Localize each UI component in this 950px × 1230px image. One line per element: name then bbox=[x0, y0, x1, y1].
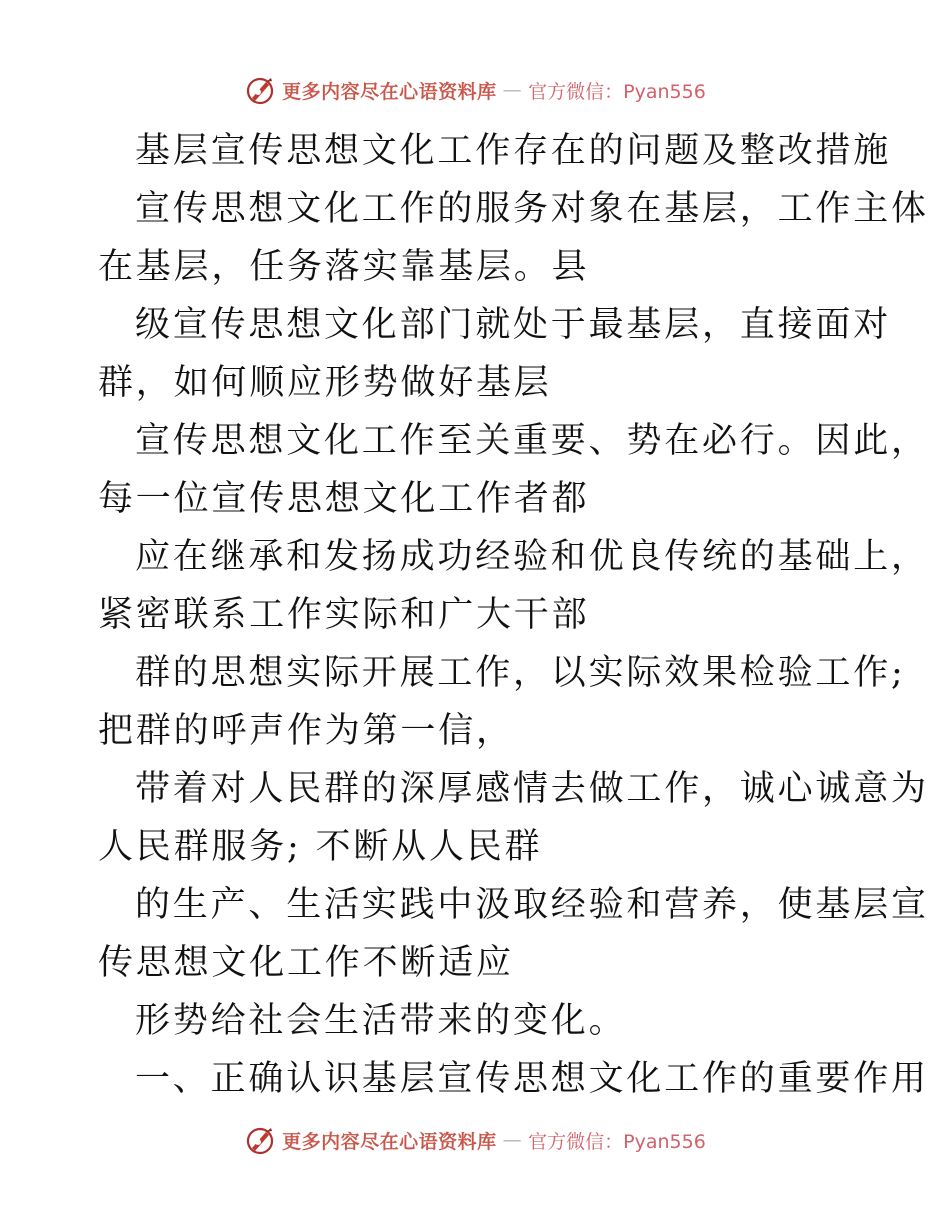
paragraph-line: 形势给社会生活带来的变化。 bbox=[135, 1001, 627, 1041]
paragraph-line: 宣传思想文化工作至关重要、势在必行。因此， bbox=[135, 421, 929, 461]
paragraph-line: 宣传思想文化工作的服务对象在基层，工作主体 bbox=[135, 189, 929, 229]
paragraph-line: 级宣传思想文化部门就处于最基层，直接面对 bbox=[135, 305, 892, 345]
paragraph-line: 群的思想实际开展工作，以实际效果检验工作; bbox=[135, 653, 906, 693]
section-heading: 一、正确认识基层宣传思想文化工作的重要作用 bbox=[135, 1059, 929, 1099]
paragraph-line: 把群的呼声作为第一信， bbox=[98, 711, 514, 751]
paragraph-line: 每一位宣传思想文化工作者都 bbox=[98, 479, 590, 519]
watermark-contact-text: 官方微信：Pyan556 bbox=[528, 1130, 706, 1153]
paragraph-line: 群，如何顺应形势做好基层 bbox=[98, 363, 552, 403]
watermark-brand-text: 更多内容尽在心语资料库 bbox=[282, 1130, 497, 1153]
watermark-brand-text: 更多内容尽在心语资料库 bbox=[282, 80, 497, 103]
paragraph-line: 紧密联系工作实际和广大干部 bbox=[98, 595, 590, 635]
paragraph-line: 人民群服务; 不断从人民群 bbox=[98, 827, 543, 867]
quill-seal-icon bbox=[244, 1124, 276, 1156]
quill-seal-icon bbox=[244, 74, 276, 106]
watermark-separator: — bbox=[502, 1129, 523, 1151]
watermark-group bbox=[244, 1124, 706, 1156]
paragraph-line: 传思想文化工作不断适应 bbox=[98, 943, 514, 983]
document-title: 基层宣传思想文化工作存在的问题及整改措施 bbox=[135, 131, 892, 171]
paragraph-line: 应在继承和发扬成功经验和优良传统的基础上， bbox=[135, 537, 929, 577]
footer-watermark bbox=[0, 1120, 950, 1160]
header-watermark bbox=[0, 70, 950, 110]
paragraph-line: 带着对人民群的深厚感情去做工作，诚心诚意为 bbox=[135, 769, 929, 809]
paragraph-line: 的生产、生活实践中汲取经验和营养，使基层宣 bbox=[135, 885, 929, 925]
paragraph-line: 在基层，任务落实靠基层。县 bbox=[98, 247, 590, 287]
watermark-separator: — bbox=[502, 79, 523, 101]
watermark-contact-text: 官方微信：Pyan556 bbox=[528, 80, 706, 103]
document-body bbox=[98, 122, 929, 1108]
watermark-group bbox=[244, 74, 706, 106]
